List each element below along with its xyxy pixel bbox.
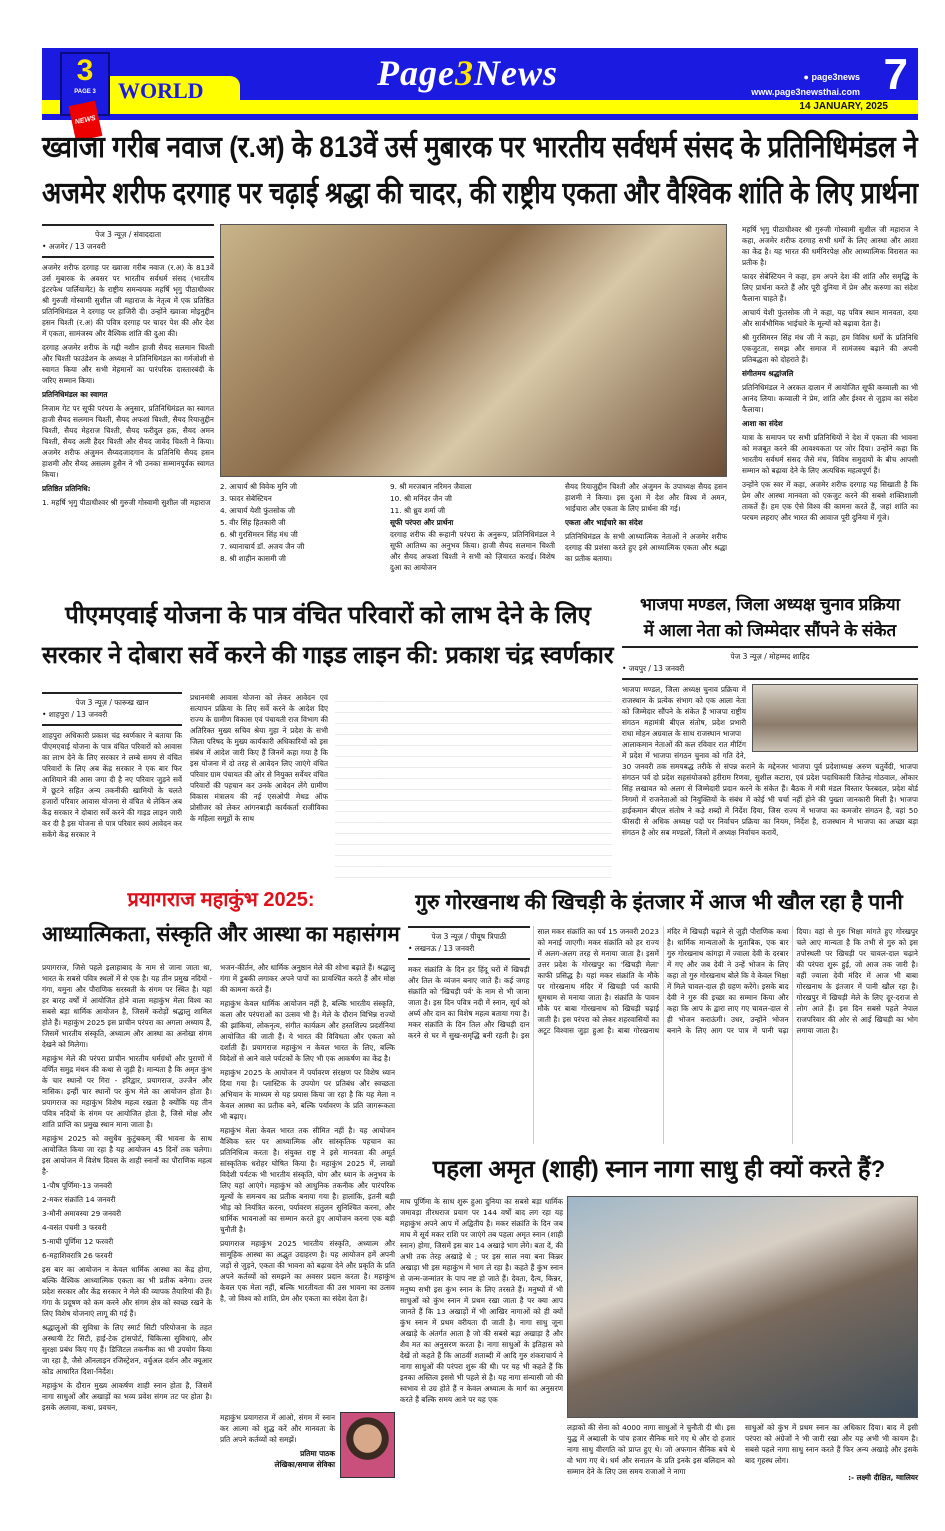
snan-date: 6-महाशिवरात्रि 26 फरवरी bbox=[42, 1251, 113, 1260]
pmay-headline bbox=[42, 596, 614, 676]
paragraph: भाजपा मण्डल, जिला अध्यक्ष चुनाव प्रक्रिया में राजस्थान के प्रत्येक संभाग को एक आला नेता को जिम्मेदार सौंपने के संकेत हैं भाजपा राष्ट्रीय संगठन महामंत्री बीएल संतोष, प्रदेश प्रभारी राधा मोहन अग्रवाल के साथ राजस्थान भाजपा bbox=[622, 685, 746, 738]
paragraph: श्री गुरसिमरन सिंह मंध जी ने कहा, हम विविध धर्मों के प्रतिनिधि एकजुटता, समझ और समाज में सामंजस्य बढ़ाने की अपनी प्रतिबद्धता को दोहराते हैं। bbox=[742, 333, 918, 364]
delegate-item: 4. आचार्य येशी फुंतसोक जी bbox=[220, 506, 296, 515]
brand-part: 3 bbox=[454, 53, 474, 93]
pmay-column-1 bbox=[42, 692, 182, 880]
lead-article-left-column bbox=[42, 224, 214, 584]
writer-name: प्रतिमा पाठक bbox=[300, 1449, 335, 1458]
subheading: प्रतिष्ठित प्रतिनिधि: bbox=[42, 484, 91, 493]
kumbh-closing-block bbox=[220, 1412, 395, 1524]
headline-row bbox=[400, 1148, 918, 1192]
delegation-photo bbox=[220, 224, 727, 477]
naga-headline-block bbox=[400, 1148, 918, 1192]
paragraph: महाकुंभ प्रयागराज में आओ, संगम में स्नान कर आत्मा को शुद्ध करें और मानवता के प्रति अपने कर्तव्यों को समझें। bbox=[220, 1413, 335, 1444]
paragraph: यात्रा के समापन पर सभी प्रतिनिधियों ने देश में एकता की भावना को मजबूत करने की आवश्यकता पर जोर दिया। उन्होंने कहा कि भारतीय सर्वधर्म संसद जैसे मंच, विविध समुदायों के बीच आपसी सम्मान को बढ़ावा देने के लिए अत्यधिक महत्वपूर्ण हैं। bbox=[742, 433, 918, 475]
snan-date: 2-मकर संक्रांति 14 जनवरी bbox=[42, 1195, 116, 1204]
byline bbox=[408, 926, 530, 960]
kumbh-headline-block bbox=[42, 884, 400, 954]
dateline: • अजमेर / 13 जनवरी bbox=[42, 242, 106, 251]
author: पेज 3 न्यूज़ / फारूख खान bbox=[75, 698, 149, 707]
page3-logo bbox=[60, 52, 110, 127]
logo-text: PAGE 3 bbox=[74, 89, 96, 95]
gorakhnath-headline-block bbox=[400, 884, 918, 922]
paragraph: प्रतिनिधिमंडल के सभी आध्यात्मिक नेताओं ने अजमेर शरीफ दरगाह की प्रशंसा करते हुए इसे आध्यात्मिक एकता और श्रद्धा का प्रतीक बताया। bbox=[565, 532, 727, 563]
paragraph: श्रद्धालुओं की सुविधा के लिए स्मार्ट सिटी परियोजना के तहत अस्थायी टेंट सिटी, हाई-टेक ट्रांसपोर्ट, चिकित्सा सुविधाएं, और सुरक्षा प्रबंध किए गए हैं। डिजिटल तकनीक का भी उपयोग किया जा रहा है, जैसे ऑनलाइन रजिस्ट्रेशन, वर्चुअल दर्शन और क्यूआर कोड आधारित दिशा-निर्देश। bbox=[42, 1323, 212, 1376]
paragraph: लड़ाकों की सेना को 4000 नागा साधुओं ने चुनौती दी थी। इस युद्ध में अब्दाली के पांच हजार सैनिक मारे गए थे और दो हजार नागा साधु वीरगति को प्राप्त हुए थे। जो अफगान सैनिक बचे थे वो भाग गए थे। धर्म और सनातन के प्रति इनके इस बलिदान को सम्मान देने के लिए उस समय राजाओं ने नागा bbox=[567, 1423, 735, 1476]
subheading: एकता और भाईचारे का संदेश bbox=[565, 518, 643, 527]
paragraph: प्रधानमंत्री आवास योजना को लेकर आवेदन एवं सत्यापन प्रक्रिया के लिए सर्वे करने के आदेश दिए राज्य के ग्रामीण विकास एवं पंचायती राज विभाग की अतिरिक्त मुख्य सचिव श्रेया गुहा ने प्रदेश के सभी जिला परिषद के मुख्य कार्यकारी अधिकारियों को इस संबंध में आदेश जारी किए हैं जिनमें कहा गया है कि इस योजना में दो तरह से आवेदन लिए जाएंगे वंचित परिवार ग्राम पंचायत की ओर से नियुक्त सर्वेयर वंचित परिवारों की पहचान कर उनके आवेदन लेंगे ग्रामीण विकास मंत्रालय की नई एसओपी मेथड ऑफ प्रोसीजर को लेकर आंगनबाड़ी कार्यकर्ता राजीविका के महिला समूहों के साथ bbox=[190, 693, 328, 823]
subheading: आशा का संदेश bbox=[742, 419, 783, 428]
naga-column-1 bbox=[400, 1196, 563, 1526]
issue-date: 14 JANUARY, 2025 bbox=[799, 101, 888, 112]
brand-wordmark bbox=[377, 52, 558, 94]
headline-line: ख्वाजा गरीब नवाज (र.अ) के 813वें उर्स मुबारक पर भारतीय सर्वधर्म संसद के प्रतिनिधिमंडल ने bbox=[42, 131, 918, 164]
subheading: सूफी परंपरा और प्रार्थना bbox=[390, 518, 454, 527]
paragraph: महर्षि भृगु पीठाधीश्वर श्री गुरुजी गोस्वामी सुशील जी महाराज ने कहा, अजमेर शरीफ दरगाह सभी धर्मों के लिए आस्था और आशा का केंद्र है। यह भारत की धर्मनिरपेक्ष और आध्यात्मिक विरासत का प्रतीक है। bbox=[742, 225, 918, 267]
masthead bbox=[42, 48, 918, 127]
snan-date: 4-वसंत पंचमी 3 फरवरी bbox=[42, 1223, 107, 1232]
headline-row bbox=[42, 884, 400, 916]
paragraph: दरगाह अजमेर शरीफ के गद्दी नशीन हाजी सैयद सलमान चिश्ती और चिश्ती फाउंडेशन के अध्यक्ष ने प्रतिनिधिमंडल का गर्मजोशी से स्वागत किया और सभी मेहमानों का पारंपरिक दास्तारबंदी के जरिए सम्मान किया। bbox=[42, 343, 214, 385]
delegate-item: 6. श्री गुरसिमरन सिंह मंध जी bbox=[220, 530, 298, 539]
kumbh-headline: आध्यात्मिकता, संस्कृति और आस्था का महासंगम bbox=[42, 923, 400, 946]
dateline: • जयपुर / 13 जनवरी bbox=[622, 664, 685, 673]
author: पेज 3 न्यूज़ / मोहम्मद शाहिद bbox=[730, 652, 810, 661]
snan-date: 5-माघी पूर्णिमा 12 फरवरी bbox=[42, 1237, 114, 1246]
lead-headline bbox=[42, 125, 918, 217]
social-links bbox=[751, 70, 860, 100]
delegate-item: 3. फादर सेबेस्टियन bbox=[220, 494, 272, 503]
paragraph: सैयद रियाजुद्दीन चिश्ती और अंजुमन के उपाध्यक्ष सैयद हसन हाशमी ने किया। इस दुआ में देश और विश्व में अमन, भाईचारा और एकता के लिए प्रार्थना की गई। bbox=[565, 482, 727, 513]
byline bbox=[42, 692, 182, 726]
paragraph: दरगाह शरीफ की रूहानी परंपरा के अनुरूप, प्रतिनिधिमंडल ने सूफी आतिथ्य का अनुभव किया। हाजी सैयद सलमान चिश्ती और सैयद अफशां चिश्ती ने सभी को ज़ियारत कराई। विशेष दुआ का आयोजन bbox=[390, 530, 555, 572]
section-name: WORLD bbox=[118, 78, 204, 103]
paragraph: महाकुंभ केवल धार्मिक आयोजन नहीं है, बल्कि भारतीय संस्कृति, कला और परंपराओं का उत्सव भी है। मेले के दौरान विभिन्न राज्यों की झांकियां, लोकनृत्य, संगीत कार्यक्रम और हस्तशिल्प प्रदर्शनियां आयोजित की जाती हैं। ये भारत की विविधता और एकता को दर्शाती हैं। प्रयागराज महाकुंभ न केवल भारत के लिए, बल्कि विदेशों से आने वाले पर्यटकों के लिए भी एक आकर्षण का केंद्र है। bbox=[220, 999, 395, 1063]
kumbh-column-2 bbox=[220, 962, 395, 1408]
delegate-item: 7. ध्यानाचार्य डॉ. अजय जैन जी bbox=[220, 542, 305, 551]
naga-headline: पहला अमृत (शाही) स्नान नागा साधु ही क्यों करते हैं? bbox=[432, 1156, 886, 1183]
paragraph: माघ पूर्णिमा के साथ शुरू हुआ दुनिया का सबसे बड़ा धार्मिक जमावड़ा तीरथराज प्रयाग पर 144 वर्षों बाद लग रहा यह महाकुंभ अपने आप में अद्वितीय है। मकर संक्रांति के दिन जब माघ में सूर्य मकर राशि पर जाएंगे तब पहला अमृत स्नान (शाही स्नान) होगा, जिसमें इस बार 14 अखाड़े भाग लेंगे। बता दें, की अभी तक तेरह अखाड़े थे ; पर इस साल नया बना किन्नर अखाड़ा भी इस महाकुंभ में भाग ले रहा है। कहते हैं कुंभ स्नान से जन्म-जन्मांतर के पाप नष्ट हो जाते हैं। देवता, दैत्य, किन्नर, मनुष्य सभी इस कुंभ स्नान के लिए तरसते हैं। मनुष्यों में भी साधुओं को कुंभ स्नान में प्रथम रखा जाता है पर क्या आप जानते हैं कि 13 अखाड़ों में भी आखिर नागाओं को ही क्यों कुंभ स्नान में प्रथम वरीयता दी जाती है। नागा साधु जूना अखाड़े के अंतर्गत आता है जो की सबसे बड़ा अखाड़ा है और शैव मत का अनुसरण करता है। नागा साधुओं के इतिहास को देखें तो कहते हैं कि आठवीं शताब्दी में आदि गुरु शंकराचार्य ने नागा साधुओं की परंपरा शुरू की थी। पर यह भी कहते हैं कि इनका अस्तित्व इससे भी पहले से है। यह नागा संन्यासी जो की स्वभाव से उग्र होते हैं न केवल अध्यात्म के मार्ग का अनुसरण करते हैं बल्कि समय आने पर यह एक bbox=[400, 1197, 563, 1404]
headline-line: सरकार ने दोबारा सर्वे करने की गाइड लाइन की: प्रकाश चंद्र स्वर्णकार bbox=[42, 642, 614, 669]
website-link[interactable]: www.page3newsthai.com bbox=[751, 87, 860, 97]
bjp-article-body bbox=[622, 646, 918, 880]
delegate-item: 10. श्री मनिंदर जैन जी bbox=[390, 494, 452, 503]
headline-line: भाजपा मण्डल, जिला अध्यक्ष चुनाव प्रक्रिया bbox=[639, 595, 901, 614]
writer-role: लेखिका/समाज सेविका bbox=[274, 1460, 335, 1469]
headline-row bbox=[42, 916, 400, 954]
paragraph: महाकुंभ 2025 को वसुधैव कुटुंबकम् की भावना के साथ आयोजित किया जा रहा है यह आयोजन 45 दिनों तक चलेगा। इस आयोजन में विशेष दिवस के शाही स्नानों का पौराणिक महत्व है- bbox=[42, 1134, 212, 1176]
dateline: • शाहपुरा / 13 जनवरी bbox=[42, 710, 108, 719]
bjp-headline bbox=[622, 592, 918, 644]
headline-row bbox=[42, 125, 918, 171]
logo-badge: NEWS bbox=[68, 101, 102, 142]
naga-column-2 bbox=[567, 1422, 735, 1526]
author: पेज 3 न्यूज़ / संवाददाता bbox=[94, 230, 162, 239]
brand-part: Page bbox=[377, 53, 455, 93]
social-handle[interactable]: ● page3news bbox=[803, 72, 860, 82]
headline-row bbox=[622, 618, 918, 644]
paragraph: आलाकमान नेताओं की कल रविवार रात मीटिंग में प्रदेश में भाजपा संगठन चुनाव को गति देने, 30 जनवरी तक समयबद्ध तरीके से संपन्न कराने के मद्देनजर भाजपा पूर्व प्रदेशाध्यक्ष अरुण चतुर्वेदी, भाजपा संगठन पर्व दो प्रदेश सहसंयोजको हरीराम रिणवा, सुशील कटारा, एवं प्रदेश पदाधिकारी जितेन्द्र गोठवाल, ओंकार सिंह लखावत को अलग से जिम्मेदारी प्रदान करने के संकेत हैं। बैठक में मंत्री मंडल विस्तार फेरबदल, प्रदेश बोर्ड निगमों में राजनेताओं को नियुक्तियों के संबंध में कोई भी चर्चा नहीं होने की पुख्ता जानकारी मिली है। भाजपा हाईकमान बीएल संतोष ने कड़े शब्दों में निर्देश दिया, जिस राज्य में भाजपा का कमजोर संगठन है, वहां 50 फीसदी से अधिक अध्यक्ष पदों पर निर्वाचन प्रक्रिया का नियम, निर्देश है, राजस्थान मे भाजपा का अच्छा बड़ा संगठन है ओर सब मण्डलों, जिलों में अध्यक्ष निर्वाचन करायें, bbox=[622, 740, 918, 837]
gorakhnath-headline: गुरु गोरखनाथ की खिचड़ी के इंतजार में आज भी खौल रहा है पानी bbox=[415, 891, 903, 914]
delegate-item: 1. महर्षि भृगु पीठाधीश्वर श्री गुरुजी गोस्वामी सुशील जी महाराज bbox=[42, 498, 211, 507]
paragraph: प्रयागराज, जिसे पहले इलाहाबाद के नाम से जाना जाता था, भारत के सबसे पवित्र स्थलों में से एक है। यह तीन प्रमुख नदियों - गंगा, यमुना और पौराणिक सरस्वती के संगम पर स्थित है। यहां हर बारह वर्षों में आयोजित होने वाला महाकुंभ मेला विश्व का सबसे बड़ा धार्मिक आयोजन है, जिसमें करोड़ों श्रद्धालु शामिल होते हैं। महाकुंभ 2025 इस प्राचीन परंपरा का अगला अध्याय है, जिसमें भारतीय संस्कृति, अध्यात्म और आस्था का अनोखा संगम देखने को मिलेगा। bbox=[42, 963, 212, 1049]
headline-line: में आला नेता को जिम्मेदार सौंपने के संकेत bbox=[643, 621, 897, 640]
logo-number: 3 bbox=[76, 54, 94, 87]
paragraph: इस बार का आयोजन न केवल धार्मिक आस्था का केंद्र होगा, बल्कि वैश्विक आध्यात्मिक एकता का भी प्रतीक बनेगा। उत्तर प्रदेश सरकार और केंद्र सरकार ने मेले की व्यापक तैयारियां की हैं। गंगा के प्रदूषण को कम करने और संगम क्षेत्र को स्वच्छ रखने के लिए विशेष योजनाएं लागू की गई हैं। bbox=[42, 1265, 212, 1318]
dateline: • लखनऊ / 13 जनवरी bbox=[408, 944, 475, 953]
paragraph: मकर संक्रांति के दिन हर हिंदू घरों में खिचड़ी और तिल के व्यंजन बनाए जाते हैं। कई जगह संक्रांति को 'खिचड़ी पर्व' के नाम से भी जाना जाता है। इस दिन पवित्र नदी में स्नान, सूर्य को अर्घ्य और दान का विशेष महत्व बताया गया है। मकर संक्रांति के दिन तिल और खिचड़ी दान करने से घर में सुख-समृद्धि बनी रहती है। इस साल मकर संक्रांति का पर्व 15 जनवरी 2023 को मनाई जाएगी। मकर संक्रांति को हर राज्य में अलग-अलग तरह से मनाया जाता है। इसमें उत्तर प्रदेश के गोरखपुर का 'खिचड़ी मेला' काफी प्रसिद्ध है। यहां मकर संक्रांति के मौके पर गोरखनाथ मंदिर में खिचड़ी पर्व काफी धूमधाम से मनाया जाता है। संक्रांति के पावन मौके पर बाबा गोरखनाथ को खिचड़ी चढ़ाई जाती है। इस परंपरा को लेकर शहरवासियों का अटूट विश्वास जुड़ा हुआ है। बाबा गोरखनाथ मंदिर में खिचड़ी चढ़ाने से जुड़ी पौराणिक कथा है। धार्मिक मान्यताओं के मुताबिक, एक बार गुरु गोरखनाथ कांगड़ा में ज्वाला देवी के दरबार में गए और जब देवी ने उन्हें भोजन के लिए कहा तो गुरु गोरखनाथ बोले कि वे केवल भिक्षा में मिले चावल-दाल ही ग्रहण करेंगे। इसके बाद देवी ने गुरु की इच्छा का सम्मान किया और कहा कि आप के द्वारा लाए गए चावल-दाल से ही भोजन कराऊंगी। उधर, उन्होंने भोजन बनाने के लिए आग पर पात्र में पानी चढ़ा दिया। वहां से गुरु भिक्षा मांगते हुए गोरखपुर चले आए मान्यता है कि तभी से गुरु को इस तपोस्थली पर खिचड़ी पर चावल-दाल चढ़ाने की परंपरा शुरू हुई, जो आज तक जारी है। वहीं ज्वाला देवी मंदिर में आज भी बाबा गोरखनाथ के इंतजार में पानी खौल रहा है। गोरखपुर में खिचड़ी मेले के लिए दूर-दराज से लोग आते हैं। इस दिन सबसे पहले नेपाल राजपरिवार की ओर से आई खिचड़ी का भोग लगाया जाता है। bbox=[408, 927, 918, 1040]
headline-row bbox=[400, 884, 918, 922]
paragraph: भजन-कीर्तन, और धार्मिक अनुष्ठान मेले की शोभा बढ़ाते हैं। श्रद्धालु गंगा में डुबकी लगाकर अपने पापों का प्रायश्चित करते हैं और मोक्ष की कामना करते हैं। bbox=[220, 963, 395, 994]
headline-row bbox=[42, 596, 614, 636]
headline-row bbox=[42, 171, 918, 217]
delegate-list-a bbox=[220, 481, 382, 585]
writer-photo bbox=[340, 1412, 395, 1478]
paragraph: महाकुंभ मेले की परंपरा प्राचीन भारतीय धर्मग्रंथों और पुराणों में वर्णित समुद्र मंथन की कथा से जुड़ी है। मान्यता है कि अमृत कुंभ के चार स्थानों पर गिरा - हरिद्वार, प्रयागराज, उज्जैन और नासिक। इन्हीं चार स्थानों पर कुंभ मेले का आयोजन होता है। प्रयागराज का महाकुंभ विशेष महत्व रखता है क्योंकि यह तीन पवित्र नदियों के संगम पर आयोजित होता है, जिसे मोक्ष और शांति प्राप्ति का प्रमुख स्थान माना जाता है। bbox=[42, 1054, 212, 1129]
lead-article-mid-column bbox=[565, 481, 727, 585]
page-number: 7 bbox=[883, 50, 908, 99]
headline-line: पीएमएवाई योजना के पात्र वंचित परिवारों को लाभ देने के लिए bbox=[65, 602, 591, 629]
headline-row bbox=[42, 636, 614, 676]
paragraph: प्रतिनिधिमंडल ने अरकत दालान में आयोजित सूफी कव्वाली का भी आनंद लिया। कव्वाली ने प्रेम, शांति और ईश्वर से जुड़ाव का संदेश फैलाया। bbox=[742, 383, 918, 414]
naga-column-3 bbox=[745, 1422, 918, 1486]
paragraph: महाकुंभ मेला केवल भारत तक सीमित नहीं है। यह आयोजन वैश्विक स्तर पर आध्यात्मिक और सांस्कृतिक पहचान का प्रतिनिधित्व करता है। संयुक्त राष्ट्र ने इसे मानवता की अमूर्त सांस्कृतिक धरोहर घोषित किया है। महाकुंभ 2025 में, लाखों विदेशी पर्यटक भी भारतीय संस्कृति, योग और ध्यान के अनुभव के लिए यहां आएंगे। महाकुंभ को आधुनिक तकनीक और पारंपरिक मूल्यों के समन्वय का प्रतीक बनाया गया है। हालांकि, इतनी बड़ी भीड़ को नियंत्रित करना, पर्यावरण संतुलन सुनिश्चित करना, और धार्मिक भावनाओं का सम्मान करते हुए आयोजन करना एक बड़ी चुनौती है। bbox=[220, 1126, 395, 1234]
brand-part: News bbox=[473, 53, 558, 93]
headline-line: अजमेर शरीफ दरगाह पर चढ़ाई श्रद्धा की चादर, की राष्ट्रीय एकता और वैश्विक शांति के लिए प्रार्थना bbox=[42, 177, 919, 210]
kumbh-column-1 bbox=[42, 962, 212, 1524]
paragraph: उन्होंने एक स्वर में कहा, अजमेर शरीफ दरगाह यह सिखाती है कि प्रेम और आस्था मानवता को एकजुट करने की सबसे शक्तिशाली ताकतें हैं। हम एक ऐसे विश्व की कामना करते हैं, जहां शांति का परचम लहराए और भारत की आवाज पूरी दुनिया में गूंजे। bbox=[742, 480, 918, 522]
pmay-column-2 bbox=[190, 692, 328, 880]
snan-date: 1-पौष पूर्णिमा-13 जनवरी bbox=[42, 1181, 113, 1190]
paragraph: साधुओं को कुंभ में प्रथम स्नान का अधिकार दिया। बाद में इसी परंपरा को अंग्रेजों ने भी जारी रखा और यह अभी भी कायम है। सबसे पहले नागा साधु स्नान करते हैं फिर अन्य अखाड़े और इसके बाद गृहस्थ लोग। bbox=[745, 1423, 918, 1465]
paragraph: फादर सेबेस्टियन ने कहा, हम अपने देश की शांति और समृद्धि के लिए प्रार्थना करते हैं और पूरी दुनिया में प्रेम और करुणा का संदेश फैलाना चाहते हैं। bbox=[742, 272, 918, 303]
naga-sadhu-photo bbox=[567, 1196, 918, 1418]
paragraph: महाकुंभ 2025 के आयोजन में पर्यावरण संरक्षण पर विशेष ध्यान दिया गया है। प्लास्टिक के उपयोग पर प्रतिबंध और स्वच्छता अभियान के माध्यम से यह प्रयास किया जा रहा है कि यह मेला न केवल आस्था का प्रतीक बने, बल्कि पर्यावरण के प्रति जागरूकता भी बढ़ाए। bbox=[220, 1068, 395, 1121]
pmay-columns-continued bbox=[335, 694, 612, 878]
paragraph: शाहपुरा अधिकारी प्रकाश चंद्र स्वर्णकार ने बताया कि पीएमएवाई योजना के पात्र वंचित परिवारों को आवास का लाभ देने के लिए सरकार ने लम्बे समय से वंचित परिवारों के लिए अब केंद्र सरकार ने एक बार फिर आशियाने की आस जगा दी है नए परिवार जुड़ने सर्वे में छूटने सहित अन्य तकनीकी खामियों के चलते हजारों परिवार आवास योजना से वंचित थे लेकिन अब केंद्र सरकार ने दोबारा सर्वे करने की गाइड लाइन जारी कर दी है इस योजना से पात्र परिवार स्वयं आवेदन कर सकेंगे केंद्र सरकार ने bbox=[42, 731, 182, 839]
paragraph: प्रयागराज महाकुंभ 2025 भारतीय संस्कृति, अध्यात्म और सामूहिक आस्था का अद्भुत उदाहरण है। यह आयोजन हमें अपनी जड़ों से जुड़ने, एकता की भावना को बढ़ावा देने और प्रकृति के प्रति अपने कर्तव्यों को समझने का अवसर प्रदान करता है। महाकुंभ केवल एक मेला नहीं, बल्कि भारतीयता की उस भावना का उत्सव है, जो विश्व को शांति, प्रेम और एकता का संदेश देता है। bbox=[220, 1239, 395, 1303]
delegate-item: 2. आचार्य श्री विवेक मुनि जी bbox=[220, 482, 298, 491]
paragraph: निजाम गेट पर सूफी परंपरा के अनुसार, प्रतिनिधिमंडल का स्वागत हाजी सैयद सलमान चिश्ती, सैयद अफशां चिश्ती, सैयद रियाजुद्दीन चिश्ती, सैयद मेहराज चिश्ती, सैयद फरीदुल हक, सैयद अमन चिश्ती, सैयद अली हैदर चिश्ती और सैयद जावेद चिश्ती ने किया। अजमेर शरीफ अंजुमन सैय्यदजादगान के प्रतिनिधि सैयद हसन हाशमी और सैयद असलम हुसैन ने भी उनका सम्मानपूर्वक स्वागत किया। bbox=[42, 404, 214, 479]
subheading: संगीतमय श्रद्धांजलि bbox=[742, 369, 794, 378]
gorakhnath-body bbox=[408, 926, 918, 1144]
snan-date: 3-मौनी अमावस्या 29 जनवरी bbox=[42, 1209, 121, 1218]
bjp-meeting-photo bbox=[752, 684, 918, 752]
subheading: प्रतिनिधिमंडल का स्वागत bbox=[42, 390, 108, 399]
writer-name: :- लक्ष्मी दीक्षित, ग्वालियर bbox=[848, 1473, 918, 1482]
paragraph: अजमेर शरीफ दरगाह पर ख्वाजा गरीब नवाज (र.अ) के 813वें उर्स मुबारक के अवसर पर भारतीय सर्वधर्म संसद (भारतीय इंटरफेथ पार्लियामेंट) के राष्ट्रीय समन्वयक महर्षि भृगु पीठाधीश्वर श्री गुरुजी गोस्वामी सुशील जी महाराज के नेतृत्व में एक प्रतिष्ठित प्रतिनिधिमंडल ने दरगाह पर हाजिरी दी। उन्होंने ख्वाजा मोइनुद्दीन हसन चिश्ती (र.अ) की पवित्र दरगाह पर चादर पेश की और देश में एकता, सामंजस्य और वैश्विक शांति की दुआ की। bbox=[42, 263, 214, 338]
lead-article-right-column bbox=[742, 224, 918, 584]
delegate-item: 9. श्री मरजबान नरिमन जैवाला bbox=[390, 482, 472, 491]
byline bbox=[622, 646, 918, 680]
delegate-item: 11. श्री ध्रुव शर्मा जी bbox=[390, 506, 446, 515]
delegate-item: 5. वीर सिंह हितकारी जी bbox=[220, 518, 286, 527]
kumbh-kicker: प्रयागराज महाकुंभ 2025: bbox=[127, 889, 315, 911]
paragraph: आचार्य येशी फुंतसोक जी ने कहा, यह पवित्र स्थान मानवता, दया और सार्वभौमिक भाईचारे के मूल्यों को बढ़ावा देता है। bbox=[742, 308, 918, 328]
byline bbox=[42, 224, 214, 258]
delegate-item: 8. श्री शाहीन कासमी जी bbox=[220, 554, 286, 563]
paragraph: महाकुंभ के दौरान मुख्य आकर्षण शाही स्नान होता है, जिसमें नागा साधुओं और अखाड़ों का भव्य प्रवेश संगम तट पर होता है। इसके अलावा, कथा, प्रवचन, bbox=[42, 1381, 212, 1412]
headline-row bbox=[622, 592, 918, 618]
delegate-list-b bbox=[390, 481, 555, 585]
author: पेज 3 न्यूज़ / पीयूष त्रिपाठी bbox=[431, 932, 507, 941]
